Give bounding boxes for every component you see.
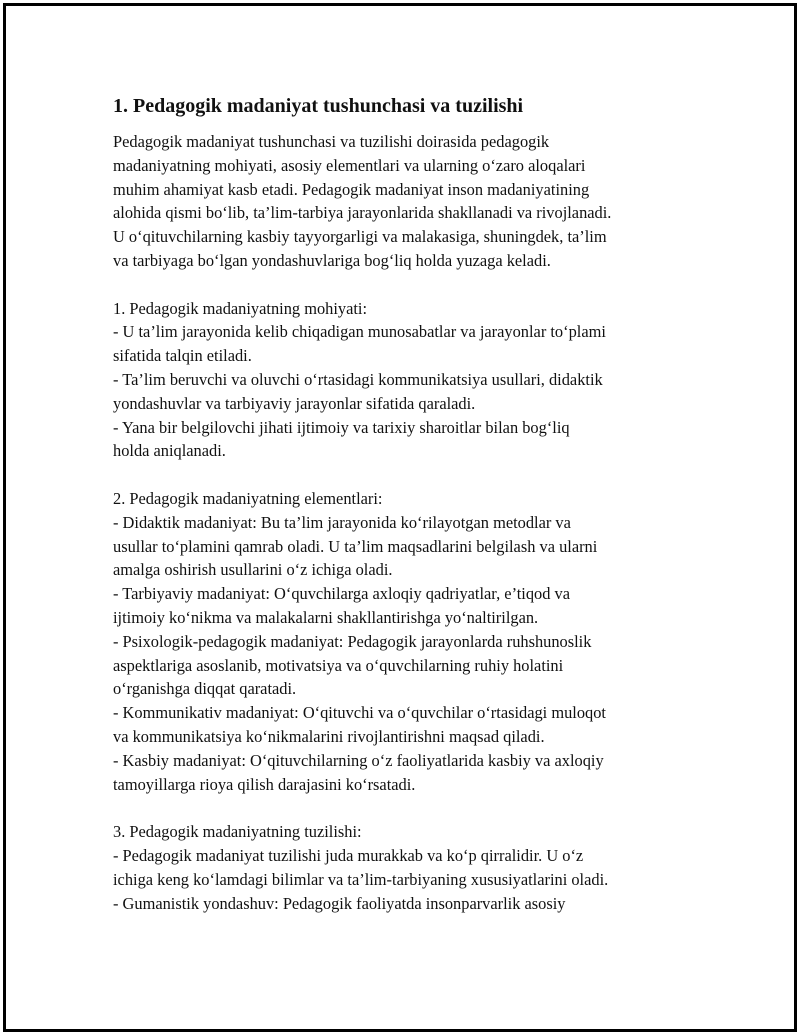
text-line: o‘rganishga diqqat qaratadi. <box>113 679 297 699</box>
text-line: va kommunikatsiya ko‘nikmalarini rivojlantirishni maqsad qiladi. <box>113 726 545 746</box>
intro-paragraph <box>113 130 693 273</box>
text-line: tamoyillarga rioya qilish darajasini ko‘rsatadi. <box>113 774 416 794</box>
paragraph-gap <box>113 463 693 487</box>
text-line: va tarbiyaga bo‘lgan yondashuvlariga bog‘liq holda yuzaga keladi. <box>113 250 551 270</box>
text-line: - Yana bir belgilovchi jihati ijtimoiy va tarixiy sharoitlar bilan bog‘liq <box>113 417 570 437</box>
section-structure <box>113 820 693 915</box>
section-essence <box>113 297 693 464</box>
section-elements <box>113 487 693 796</box>
text-line: holda aniqlanadi. <box>113 441 226 461</box>
text-line: yondashuvlar va tarbiyaviy jarayonlar sifatida qaraladi. <box>113 393 476 413</box>
text-line: - Didaktik madaniyat: Bu ta’lim jarayonida ko‘rilayotgan metodlar va <box>113 512 571 532</box>
text-line: - U ta’lim jarayonida kelib chiqadigan munosabatlar va jarayonlar to‘plami <box>113 322 606 342</box>
text-line: - Pedagogik madaniyat tuzilishi juda murakkab va ko‘p qirralidir. U o‘z <box>113 845 584 865</box>
text-line: amalga oshirish usullarini o‘z ichiga oladi. <box>113 560 393 580</box>
text-line: aspektlariga asoslanib, motivatsiya va o‘quvchilarning ruhiy holatini <box>113 655 564 675</box>
paragraph-gap <box>113 273 693 297</box>
page-title: 1. Pedagogik madaniyat tushunchasi va tuzilishi <box>113 95 524 117</box>
text-line: - Kommunikativ madaniyat: O‘qituvchi va o‘quvchilar o‘rtasidagi muloqot <box>113 703 606 723</box>
text-line: U o‘qituvchilarning kasbiy tayyorgarligi va malakasiga, shuningdek, ta’lim <box>113 227 607 247</box>
text-line: - Tarbiyaviy madaniyat: O‘quvchilarga axloqiy qadriyatlar, e’tiqod va <box>113 584 570 604</box>
text-line: sifatida talqin etiladi. <box>113 346 252 366</box>
text-line: - Gumanistik yondashuv: Pedagogik faoliyatda insonparvarlik asosiy <box>113 893 566 913</box>
text-line: - Psixologik-pedagogik madaniyat: Pedagogik jarayonlarda ruhshunoslik <box>113 631 592 651</box>
text-line: - Ta’lim beruvchi va oluvchi o‘rtasidagi kommunikatsiya usullari, didaktik <box>113 369 603 389</box>
text-line: - Kasbiy madaniyat: O‘qituvchilarning o‘z faoliyatlarida kasbiy va axloqiy <box>113 750 604 770</box>
text-line: usullar to‘plamini qamrab oladi. U ta’lim maqsadlarini belgilash va ularni <box>113 536 598 556</box>
document-body <box>113 92 693 915</box>
text-line: ichiga keng ko‘lamdagi bilimlar va ta’lim-tarbiyaning xususiyatlarini oladi. <box>113 869 609 889</box>
text-line: alohida qismi bo‘lib, ta’lim-tarbiya jarayonlarida shakllanadi va rivojlanadi. <box>113 203 612 223</box>
text-line: muhim ahamiyat kasb etadi. Pedagogik madaniyat inson madaniyatining <box>113 179 590 199</box>
section-heading: 3. Pedagogik madaniyatning tuzilishi: <box>113 822 362 842</box>
section-heading: 1. Pedagogik madaniyatning mohiyati: <box>113 298 368 318</box>
text-line: madaniyatning mohiyati, asosiy elementlari va ularning o‘zaro aloqalari <box>113 155 586 175</box>
section-heading: 2. Pedagogik madaniyatning elementlari: <box>113 488 383 508</box>
text-line: ijtimoiy ko‘nikma va malakalarni shakllantirishga yo‘naltirilgan. <box>113 607 539 627</box>
paragraph-gap <box>113 796 693 820</box>
text-line: Pedagogik madaniyat tushunchasi va tuzilishi doirasida pedagogik <box>113 132 550 151</box>
